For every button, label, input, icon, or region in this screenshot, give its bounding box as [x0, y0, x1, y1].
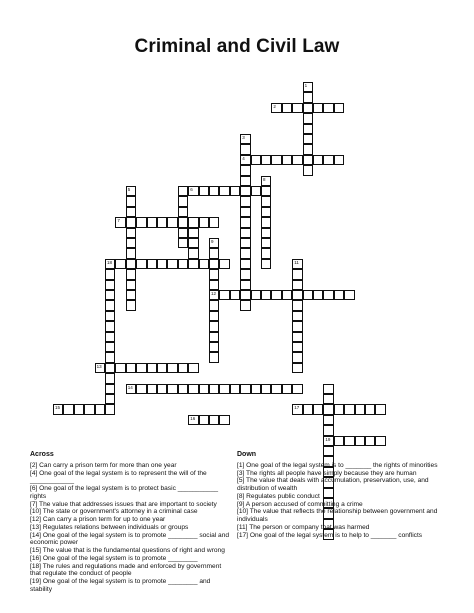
across-clue: [13] Regulates relations between individuals or groups	[30, 523, 189, 531]
grid-cell[interactable]	[209, 238, 219, 248]
grid-cell[interactable]	[126, 259, 136, 269]
clue-number: 19	[325, 436, 331, 442]
grid-cell[interactable]	[292, 404, 302, 414]
grid-cell[interactable]	[147, 384, 157, 394]
grid-cell[interactable]	[105, 290, 115, 300]
down-clue: [10] The value that reflects the relationship between government and individuals	[237, 508, 438, 523]
grid-cell[interactable]	[188, 228, 198, 238]
grid-cell[interactable]	[209, 321, 219, 331]
grid-cell[interactable]	[126, 196, 136, 206]
down-clues	[237, 451, 445, 539]
grid-cell[interactable]	[323, 155, 333, 165]
grid-cell[interactable]	[240, 196, 250, 206]
grid-cell[interactable]	[209, 290, 219, 300]
grid-cell[interactable]	[240, 290, 250, 300]
clue-number: 3	[242, 135, 245, 140]
grid-cell[interactable]	[188, 415, 198, 425]
grid-cell[interactable]	[251, 290, 261, 300]
grid-cell[interactable]	[282, 103, 292, 113]
grid-cell[interactable]	[209, 259, 219, 269]
grid-cell[interactable]	[292, 103, 302, 113]
grid-cell[interactable]	[188, 384, 198, 394]
grid-cell[interactable]	[157, 363, 167, 373]
grid-cell[interactable]	[105, 352, 115, 362]
grid-cell[interactable]	[126, 363, 136, 373]
grid-cell[interactable]	[344, 436, 354, 446]
grid-cell[interactable]	[105, 373, 115, 383]
grid-cell[interactable]	[323, 103, 333, 113]
grid-cell[interactable]	[105, 300, 115, 310]
grid-cell[interactable]	[251, 384, 261, 394]
clue-number: 2	[273, 103, 276, 109]
grid-cell[interactable]	[240, 144, 250, 154]
across-clue: [6] One goal of the legal system is to protect basic ___________ rights	[30, 485, 219, 500]
grid-cell[interactable]	[167, 217, 177, 227]
grid-cell[interactable]	[219, 415, 229, 425]
grid-cell[interactable]	[95, 404, 105, 414]
grid-cell[interactable]	[209, 415, 219, 425]
grid-cell[interactable]	[126, 238, 136, 248]
across-clues	[30, 451, 230, 594]
grid-cell[interactable]	[303, 124, 313, 134]
grid-cell[interactable]	[240, 280, 250, 290]
clue-number: 5	[127, 187, 131, 192]
grid-cell[interactable]	[365, 436, 375, 446]
grid-cell[interactable]	[188, 363, 198, 373]
grid-cell[interactable]	[188, 259, 198, 269]
clue-number: 17	[294, 405, 300, 411]
grid-cell[interactable]	[323, 436, 333, 446]
clue-number: 11	[294, 259, 299, 265]
grid-cell[interactable]	[271, 290, 281, 300]
grid-cell[interactable]	[323, 290, 333, 300]
grid-cell[interactable]	[105, 342, 115, 352]
grid-cell[interactable]	[105, 269, 115, 279]
down-clue: [5] The value that deals with accumulation, preservation, use, and distribution of wealth	[237, 477, 429, 492]
clue-number: 14	[127, 384, 133, 390]
grid-cell[interactable]	[167, 384, 177, 394]
grid-cell[interactable]	[282, 384, 292, 394]
grid-cell[interactable]	[292, 300, 302, 310]
grid-cell[interactable]	[292, 269, 302, 279]
grid-cell[interactable]	[105, 280, 115, 290]
across-clue: [14] One goal of the legal system is to promote ________ social and economic power	[30, 531, 230, 547]
grid-cell[interactable]	[344, 404, 354, 414]
grid-cell[interactable]	[323, 404, 333, 414]
grid-cell[interactable]	[115, 217, 125, 227]
grid-cell[interactable]	[323, 415, 333, 425]
down-clue: [8] Regulates public conduct	[237, 492, 320, 500]
grid-cell[interactable]	[178, 384, 188, 394]
grid-cell[interactable]	[323, 394, 333, 404]
grid-cell[interactable]	[292, 384, 302, 394]
grid-cell[interactable]	[136, 384, 146, 394]
grid-cell[interactable]	[178, 186, 188, 196]
grid-cell[interactable]	[199, 259, 209, 269]
grid-cell[interactable]	[313, 103, 323, 113]
clue-number: 7	[117, 218, 120, 224]
grid-cell[interactable]	[240, 269, 250, 279]
page-title: Criminal and Civil Law	[134, 36, 340, 57]
grid-cell[interactable]	[240, 238, 250, 248]
clue-number: 18	[107, 259, 113, 265]
grid-cell[interactable]	[271, 155, 281, 165]
grid-cell[interactable]	[209, 311, 219, 321]
grid-cell[interactable]	[240, 207, 250, 217]
down-clue: [9] A person accused of committing a crime	[237, 500, 363, 508]
grid-cell[interactable]	[355, 436, 365, 446]
grid-cell[interactable]	[178, 238, 188, 248]
grid-cell[interactable]	[240, 300, 250, 310]
grid-cell[interactable]	[105, 394, 115, 404]
grid-cell[interactable]	[209, 248, 219, 258]
clue-number: 8	[263, 176, 266, 182]
grid-cell[interactable]	[261, 259, 271, 269]
grid-cell[interactable]	[178, 217, 188, 227]
grid-cell[interactable]	[105, 311, 115, 321]
grid-cell[interactable]	[147, 363, 157, 373]
grid-cell[interactable]	[292, 155, 302, 165]
grid-cell[interactable]	[261, 217, 271, 227]
down-heading: Down	[237, 451, 257, 458]
grid-cell[interactable]	[303, 134, 313, 144]
grid-cell[interactable]	[157, 259, 167, 269]
across-clue: [10] The state or government's attorney in a criminal case	[30, 508, 198, 516]
grid-cell[interactable]	[178, 207, 188, 217]
grid-cell[interactable]	[303, 82, 313, 92]
grid-cell[interactable]	[334, 155, 344, 165]
grid-cell[interactable]	[240, 155, 250, 165]
grid-cell[interactable]	[251, 186, 261, 196]
grid-cell[interactable]	[136, 363, 146, 373]
grid-cell[interactable]	[261, 207, 271, 217]
grid-cell[interactable]	[188, 238, 198, 248]
grid-cell[interactable]	[230, 290, 240, 300]
grid-cell[interactable]	[282, 155, 292, 165]
grid-cell[interactable]	[126, 280, 136, 290]
clue-number: 15	[55, 405, 61, 411]
grid-cell[interactable]	[126, 217, 136, 227]
grid-cell[interactable]	[303, 92, 313, 102]
across-clue: [18] The rules and regulations made and enforced by government that regulate the conduct of people	[30, 562, 222, 578]
grid-cell[interactable]	[219, 186, 229, 196]
grid-cell[interactable]	[126, 248, 136, 258]
grid-cell[interactable]	[313, 290, 323, 300]
grid-cell[interactable]	[230, 186, 240, 196]
grid-cell[interactable]	[219, 290, 229, 300]
grid-cell[interactable]	[126, 269, 136, 279]
grid-cell[interactable]	[126, 290, 136, 300]
grid-cell[interactable]	[136, 259, 146, 269]
grid-cell[interactable]	[209, 269, 219, 279]
grid-cell[interactable]	[261, 384, 271, 394]
grid-cell[interactable]	[271, 103, 281, 113]
grid-cell[interactable]	[147, 259, 157, 269]
grid-cell[interactable]	[240, 259, 250, 269]
grid-cell[interactable]	[261, 238, 271, 248]
grid-cell[interactable]	[261, 290, 271, 300]
grid-cell[interactable]	[303, 103, 313, 113]
grid-cell[interactable]	[240, 165, 250, 175]
grid-cell[interactable]	[147, 217, 157, 227]
grid-cell[interactable]	[240, 134, 250, 144]
across-heading: Across	[30, 451, 54, 458]
grid-cell[interactable]	[334, 103, 344, 113]
grid-cell[interactable]	[167, 363, 177, 373]
grid-cell[interactable]	[292, 363, 302, 373]
grid-cell[interactable]	[126, 228, 136, 238]
grid-cell[interactable]	[178, 228, 188, 238]
grid-cell[interactable]	[136, 217, 146, 227]
grid-cell[interactable]	[157, 217, 167, 227]
grid-cell[interactable]	[261, 228, 271, 238]
grid-cell[interactable]	[53, 404, 63, 414]
grid-cell[interactable]	[209, 186, 219, 196]
across-clue: [15] The value that is the fundamental questions of right and wrong	[30, 547, 225, 554]
grid-cell[interactable]	[313, 404, 323, 414]
grid-cell[interactable]	[230, 384, 240, 394]
grid-cell[interactable]	[199, 384, 209, 394]
grid-cell[interactable]	[178, 259, 188, 269]
down-clue: [1] One goal of the legal system is to _______ the rights of minorities	[237, 461, 438, 469]
grid-cell[interactable]	[105, 332, 115, 342]
grid-cell[interactable]	[251, 155, 261, 165]
grid-cell[interactable]	[178, 363, 188, 373]
across-clue: [2] Can carry a prison term for more than one year	[30, 461, 177, 469]
grid-cell[interactable]	[178, 196, 188, 206]
grid-cell[interactable]	[63, 404, 73, 414]
grid-cell[interactable]	[261, 248, 271, 258]
grid-cell[interactable]	[240, 186, 250, 196]
grid-cell[interactable]	[209, 280, 219, 290]
grid-cell[interactable]	[209, 332, 219, 342]
grid-cell[interactable]	[375, 436, 385, 446]
grid-cell[interactable]	[126, 207, 136, 217]
grid-cell[interactable]	[209, 342, 219, 352]
grid-cell[interactable]	[292, 342, 302, 352]
grid-cell[interactable]	[303, 144, 313, 154]
grid-cell[interactable]	[292, 321, 302, 331]
grid-cell[interactable]	[261, 155, 271, 165]
grid-cell[interactable]	[240, 248, 250, 258]
grid-cell[interactable]	[126, 300, 136, 310]
down-clue: [11] The person or company that was harmed	[237, 523, 370, 531]
grid-cell[interactable]	[74, 404, 84, 414]
grid-cell[interactable]	[334, 404, 344, 414]
grid-cell[interactable]	[292, 332, 302, 342]
grid-cell[interactable]	[334, 290, 344, 300]
grid-cell[interactable]	[105, 404, 115, 414]
grid-cell[interactable]	[344, 290, 354, 300]
grid-cell[interactable]	[240, 228, 250, 238]
grid-cell[interactable]	[292, 259, 302, 269]
grid-cell[interactable]	[209, 300, 219, 310]
clue-number: 12	[211, 291, 217, 296]
down-clue: [17] One goal of the legal system is to help to _______ conflicts	[237, 531, 423, 539]
grid-cell[interactable]	[105, 321, 115, 331]
grid-cell[interactable]	[209, 352, 219, 362]
grid-cell[interactable]	[188, 186, 198, 196]
grid-cell[interactable]	[126, 186, 136, 196]
grid-cell[interactable]	[199, 217, 209, 227]
grid-cell[interactable]	[115, 259, 125, 269]
grid-cell[interactable]	[334, 436, 344, 446]
grid-cell[interactable]	[199, 186, 209, 196]
clue-number: 16	[190, 415, 196, 421]
grid-cell[interactable]	[303, 290, 313, 300]
grid-cell[interactable]	[105, 259, 115, 269]
clue-number: 6	[190, 187, 193, 192]
grid-cell[interactable]	[303, 165, 313, 175]
clue-number: 1	[304, 83, 308, 88]
grid-cell[interactable]	[261, 176, 271, 186]
grid-cell[interactable]	[105, 384, 115, 394]
grid-cell[interactable]	[313, 155, 323, 165]
across-clue: [12] Can carry a prison term for up to one year	[30, 516, 166, 523]
grid-cell[interactable]	[240, 384, 250, 394]
grid-cell[interactable]	[323, 384, 333, 394]
grid-cell[interactable]	[95, 363, 105, 373]
grid-cell[interactable]	[209, 217, 219, 227]
grid-cell[interactable]	[303, 404, 313, 414]
grid-cell[interactable]	[261, 196, 271, 206]
grid-cell[interactable]	[219, 259, 229, 269]
grid-cell[interactable]	[219, 384, 229, 394]
across-clue: [7] The value that addresses issues that are important to society	[30, 500, 217, 508]
grid-cell[interactable]	[199, 415, 209, 425]
grid-cell[interactable]	[209, 384, 219, 394]
grid-cell[interactable]	[240, 176, 250, 186]
grid-cell[interactable]	[240, 217, 250, 227]
down-clue: [3] The rights all people have simply because they are human	[237, 469, 417, 477]
across-clue: [16] One goal of the legal system is to promote ________	[30, 554, 198, 562]
grid-cell[interactable]	[303, 113, 313, 123]
grid-cell[interactable]	[323, 425, 333, 435]
across-clue: [4] One goal of the legal system is to represent the will of the ____________	[30, 469, 207, 485]
grid-cell[interactable]	[355, 404, 365, 414]
clue-number: 13	[96, 363, 102, 369]
grid-cell[interactable]	[105, 363, 115, 373]
grid-cell[interactable]	[292, 280, 302, 290]
grid-cell[interactable]	[271, 384, 281, 394]
grid-cell[interactable]	[282, 290, 292, 300]
grid-cell[interactable]	[84, 404, 94, 414]
grid-cell[interactable]	[188, 217, 198, 227]
grid-cell[interactable]	[292, 311, 302, 321]
grid-cell[interactable]	[303, 155, 313, 165]
grid-cell[interactable]	[126, 384, 136, 394]
grid-cell[interactable]	[292, 352, 302, 362]
grid-cell[interactable]	[365, 404, 375, 414]
grid-cell[interactable]	[292, 290, 302, 300]
clue-number: 9	[211, 239, 214, 244]
across-clue: [19] One goal of the legal system is to promote ________ and stability	[30, 578, 211, 593]
grid-cell[interactable]	[261, 186, 271, 196]
grid-cell[interactable]	[167, 259, 177, 269]
clue-number: 4	[242, 155, 245, 161]
grid-cell[interactable]	[157, 384, 167, 394]
grid-cell[interactable]	[188, 248, 198, 258]
grid-cell[interactable]	[375, 404, 385, 414]
grid-cell[interactable]	[115, 363, 125, 373]
